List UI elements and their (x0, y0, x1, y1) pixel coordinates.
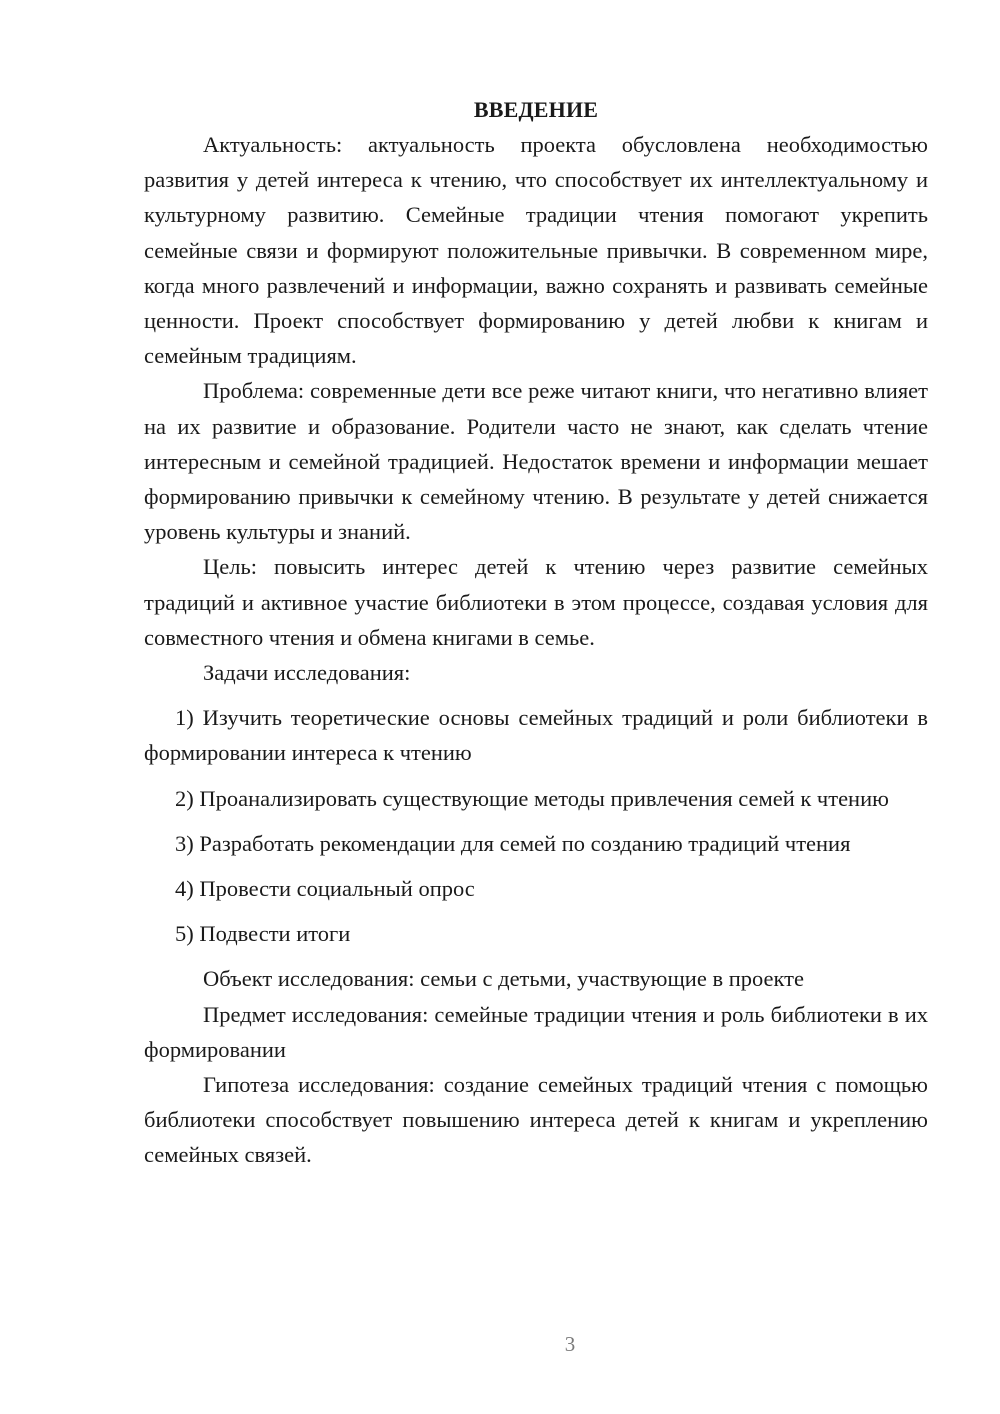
object-paragraph: Объект исследования: семьи с детьми, участвующие в проекте (203, 966, 804, 992)
task-item-2: 2) Проанализировать существующие методы привлечения семей к чтению (175, 785, 889, 811)
task-item-1: 1) Изучить теоретические основы семейных традиций и роли библиотеки в формировании интереса к чтению (144, 705, 928, 766)
page-title: ВВЕДЕНИЕ (473, 97, 599, 122)
tasks-list (144, 700, 928, 951)
relevance-paragraph: Актуальность: актуальность проекта обусловлена необходимостью развития у детей интереса к чтению, что способствует их интеллектуальному и культурному развитию. Семейные традиции чтения помогают укрепить семейные связи и формируют положительные привычки. В современном мире, когда много развлечений и информации, важно сохранять и развивать семейные ценности. Проект способствует формированию у детей любви к книгам и семейным традициям. (144, 132, 928, 369)
goal-paragraph: Цель: повысить интерес детей к чтению через развитие семейных традиций и активное участие библиотеки в этом процессе, создавая условия для совместного чтения и обмена книгами в семье. (144, 554, 928, 650)
tasks-title: Задачи исследования: (203, 660, 411, 686)
subject-paragraph: Предмет исследования: семейные традиции чтения и роль библиотеки в их формировании (144, 1001, 928, 1062)
document-body (144, 92, 928, 1173)
problem-paragraph: Проблема: современные дети все реже читают книги, что негативно влияет на их развитие и образование. Родители часто не знают, как сделать чтение интересным и семейной традицией. Недостаток времени и информации мешает формированию привычки к семейному чтению. В результате у детей снижается уровень культуры и знаний. (144, 378, 928, 545)
task-item-4: 4) Провести социальный опрос (175, 876, 475, 902)
task-item-5: 5) Подвести итоги (175, 921, 351, 947)
page-number: 3 (564, 1332, 576, 1356)
hypothesis-paragraph: Гипотеза исследования: создание семейных традиций чтения с помощью библиотеки способствует повышению интереса детей к книгам и укреплению семейных связей. (144, 1072, 928, 1168)
task-item-3: 3) Разработать рекомендации для семей по созданию традиций чтения (175, 830, 851, 856)
